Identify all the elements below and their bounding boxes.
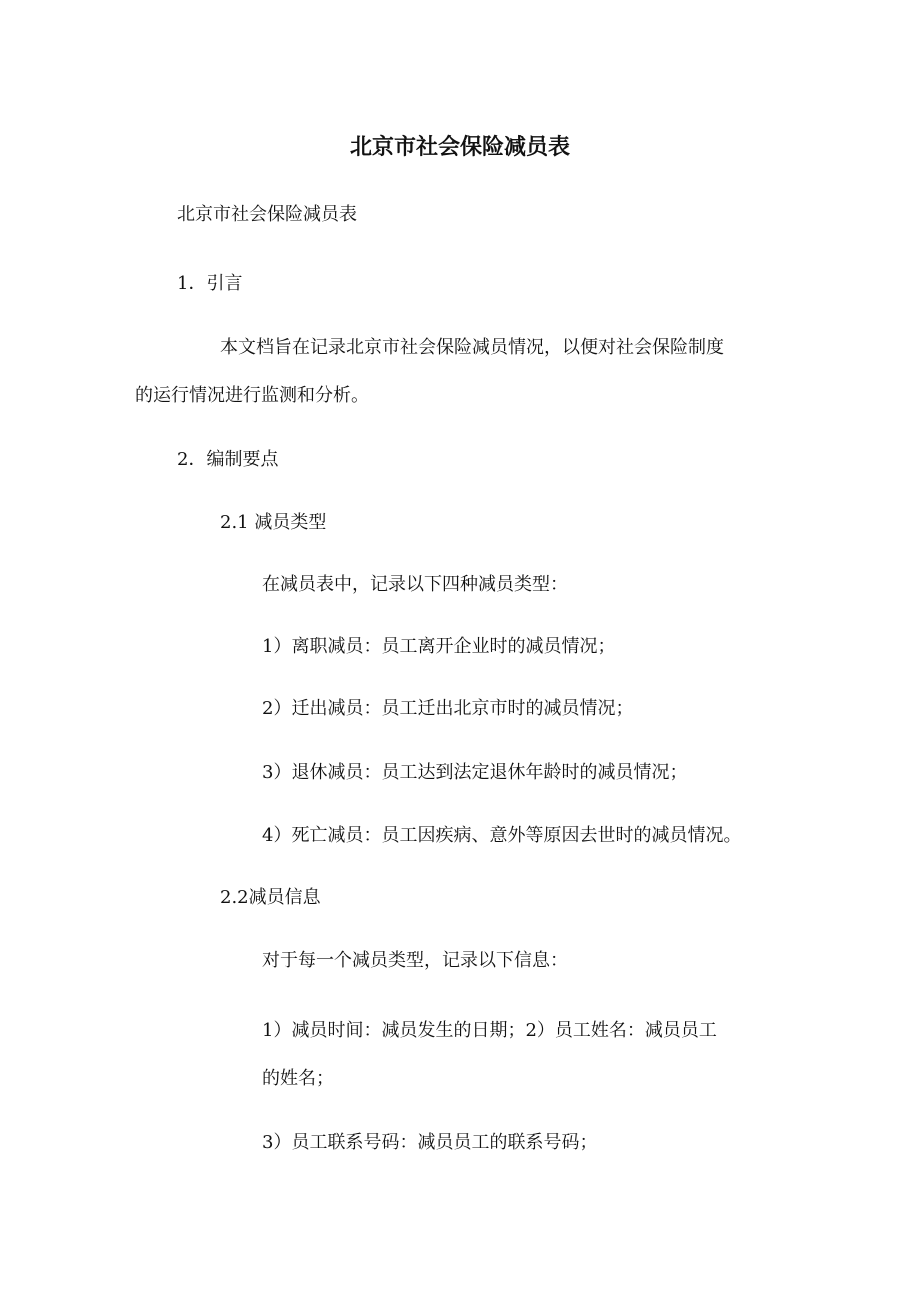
list-item: 1）离职减员：员工离开企业时的减员情况； xyxy=(262,636,616,657)
subsection-2-2-heading: 2.2减员信息 xyxy=(220,887,321,908)
section-1-paragraph-line-2: 的运行情况进行监测和分析。 xyxy=(135,385,369,406)
list-item: 3）退休减员：员工达到法定退休年龄时的减员情况； xyxy=(262,762,688,783)
list-item: 3）员工联系号码：减员员工的联系号码； xyxy=(262,1132,598,1153)
list-item: 1）减员时间：减员发生的日期；2）员工姓名：减员员工 xyxy=(262,1020,717,1041)
section-1-heading: 1．引言 xyxy=(177,273,243,294)
subsection-2-1-heading: 2.1 减员类型 xyxy=(220,512,327,533)
list-item: 4）死亡减员：员工因疾病、意外等原因去世时的减员情况。 xyxy=(262,825,742,846)
section-1-paragraph-line-1: 本文档旨在记录北京市社会保险减员情况，以便对社会保险制度 xyxy=(220,337,724,358)
document-subtitle: 北京市社会保险减员表 xyxy=(177,204,357,225)
section-2-heading: 2．编制要点 xyxy=(177,449,279,470)
list-item-continuation: 的姓名； xyxy=(262,1068,334,1089)
subsection-2-2-intro: 对于每一个减员类型，记录以下信息： xyxy=(262,950,568,971)
list-item: 2）迁出减员：员工迁出北京市时的减员情况； xyxy=(262,698,634,719)
page-title: 北京市社会保险减员表 xyxy=(349,135,570,160)
subsection-2-1-intro: 在减员表中，记录以下四种减员类型： xyxy=(262,574,568,595)
